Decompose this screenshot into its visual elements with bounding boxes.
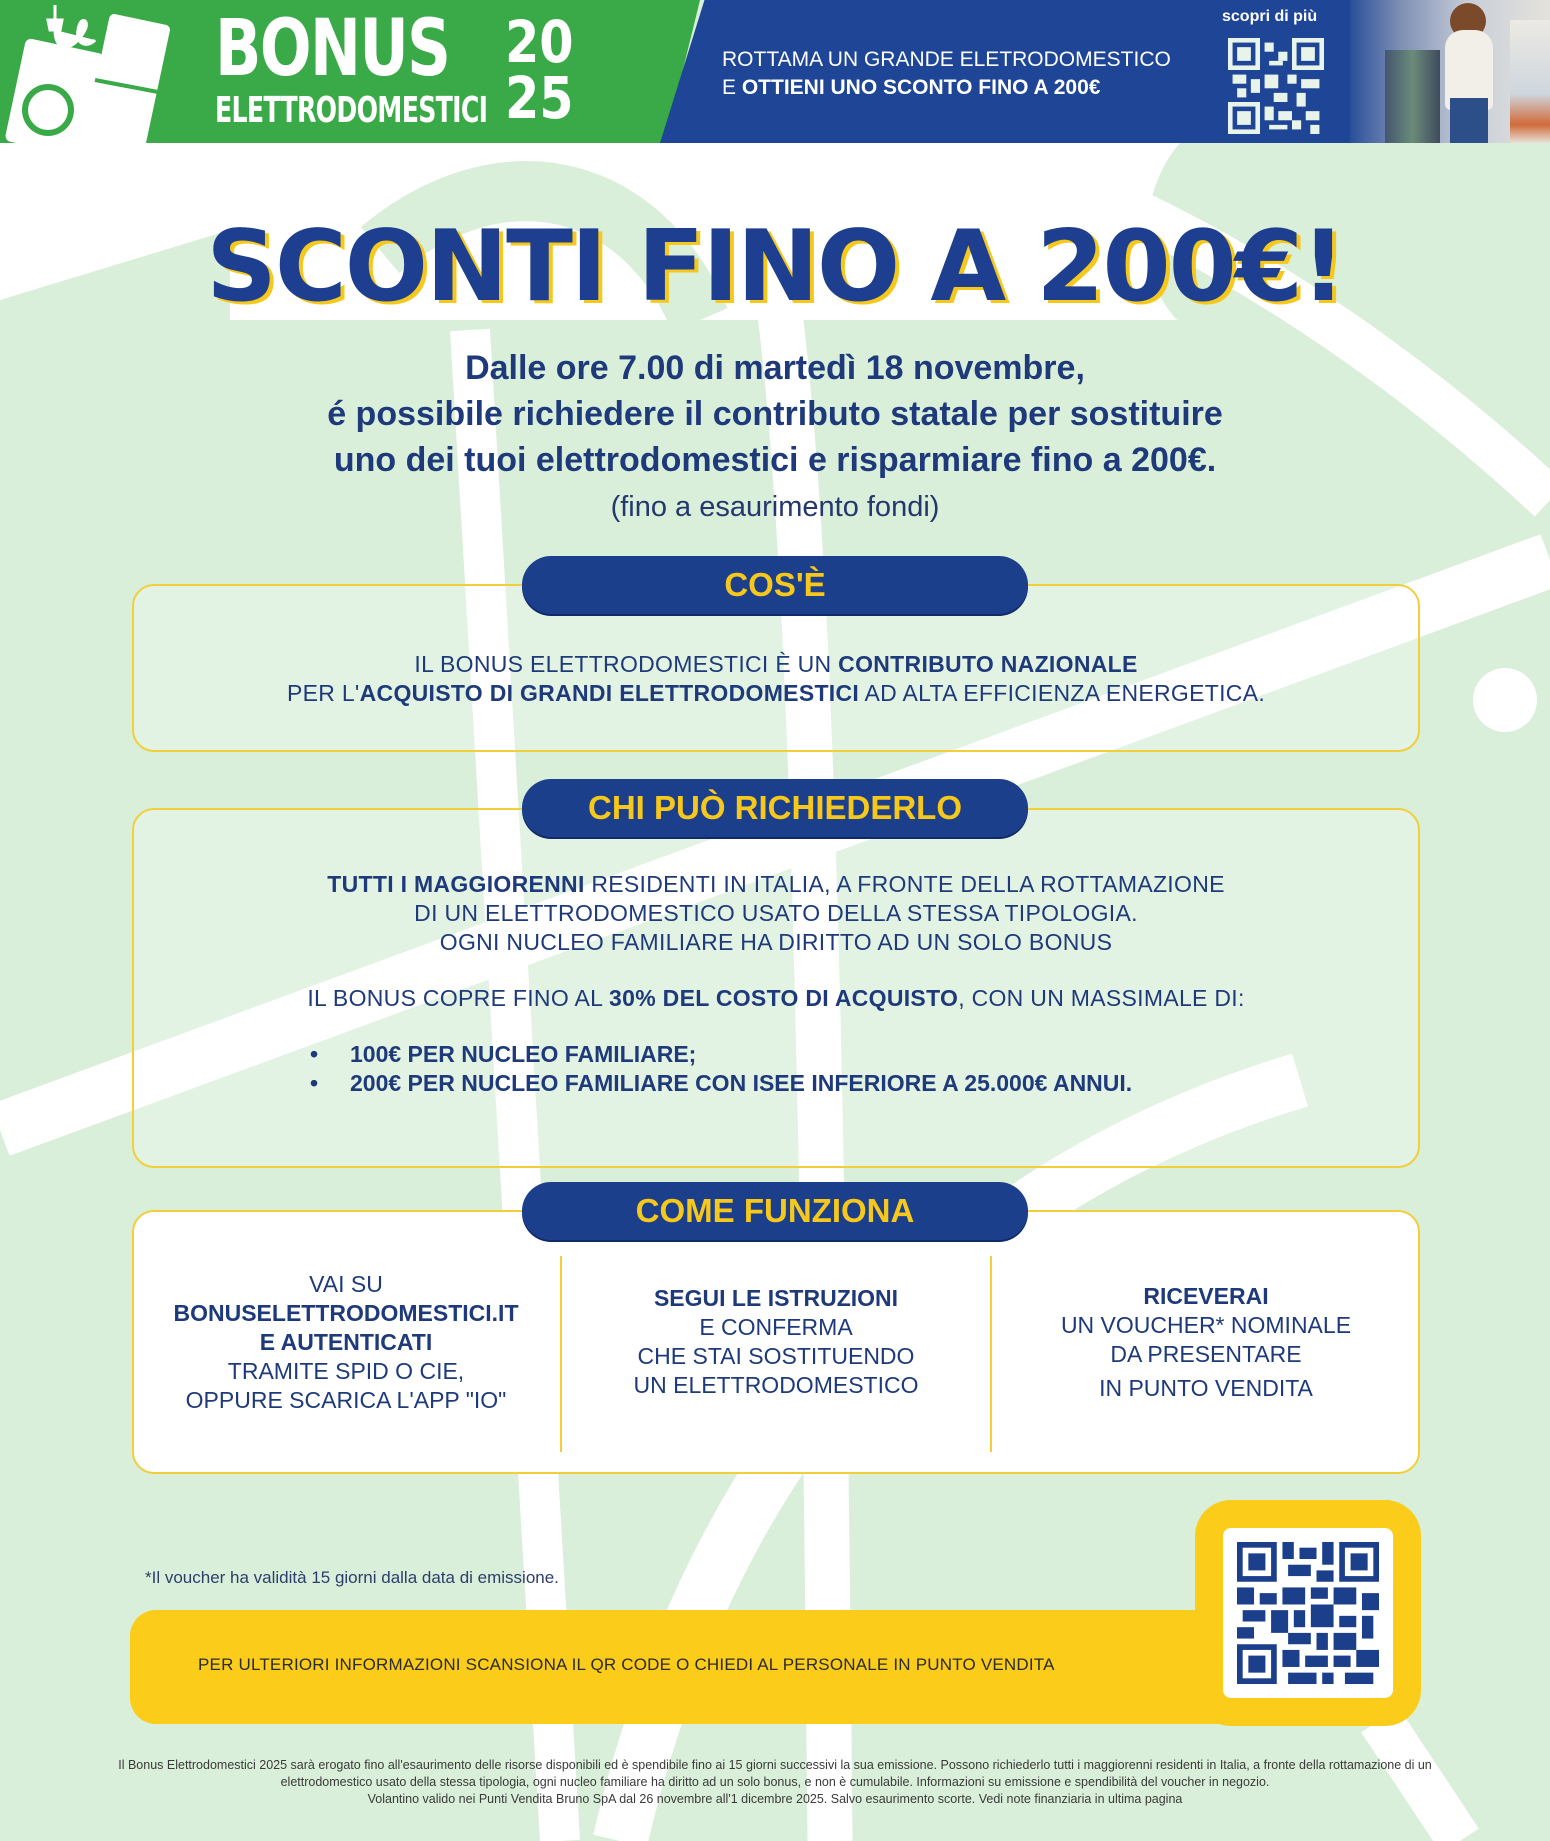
intro-line-3: uno dei tuoi elettrodomestici e risparmiare fino a 200€. <box>333 441 1217 479</box>
legal-disclaimer <box>60 1757 1490 1808</box>
brand-subtitle: ELETTRODOMESTICI <box>215 90 488 131</box>
chi-line-3: OGNI NUCLEO FAMILIARE HA DIRITTO AD UN SOLO BONUS <box>439 929 1113 955</box>
brand-title: BONUS <box>215 4 450 94</box>
chi-paragraph <box>134 870 1418 957</box>
legal-line-3: Volantino valido nei Punti Vendita Bruno SpA dal 26 novembre all'1 dicembre 2025. Salvo esaurimento scorte. Vedi note finanziaria in ultima pagina <box>367 1792 1183 1806</box>
legal-line-1: Il Bonus Elettrodomestici 2025 sarà erogato fino all'esaurimento delle risorse disponibili ed è spendibile fino ai 15 giorni successivi la sua emissione. Possono richiederlo tutti i maggiorenni residenti in Italia, a fronte della rottamazione di un <box>118 1758 1432 1772</box>
tagline-line1: ROTTAMA UN GRANDE ELETRODOMESTICO <box>722 48 1171 71</box>
intro-line-1: Dalle ore 7.00 di martedì 18 novembre, <box>465 349 1085 387</box>
intro-line-2: é possibile richiedere il contributo statale per sostituire <box>327 395 1223 433</box>
page-headline: SCONTI FINO A 200€! <box>206 210 1344 324</box>
chi-bullet-list <box>310 1040 1132 1098</box>
year-top: 20 <box>505 8 574 76</box>
section-title-cose: COS'È <box>522 556 1028 614</box>
bullet-icon: • <box>310 1041 319 1067</box>
qr-code-icon[interactable] <box>1237 1542 1379 1684</box>
bullet-icon: • <box>310 1070 319 1096</box>
cose-line-1: IL BONUS ELETTRODOMESTICI È UN CONTRIBUTO NAZIONALE <box>414 651 1138 677</box>
legal-line-2: elettrodomestico usato della stessa tipologia, ogni nucleo familiare ha diritto ad un solo bonus, e non è cumulabile. Informazioni su emissione e spendibilità del voucher in negozio. <box>280 1775 1270 1789</box>
chi-coverage: IL BONUS COPRE FINO AL 30% DEL COSTO DI ACQUISTO, CON UN MASSIMALE DI: <box>307 985 1245 1011</box>
chi-line-1: TUTTI I MAGGIORENNI RESIDENTI IN ITALIA, A FRONTE DELLA ROTTAMAZIONE <box>327 871 1225 897</box>
list-item: • 100€ PER NUCLEO FAMILIARE; <box>310 1041 697 1067</box>
list-item: • 200€ PER NUCLEO FAMILIARE CON ISEE INFERIORE A 25.000€ ANNUI. <box>310 1070 1133 1096</box>
intro-note: (fino a esaurimento fondi) <box>610 491 940 523</box>
qr-label: scopri di più <box>1222 8 1318 25</box>
step-3: RICEVERAI UN VOUCHER* NOMINALE DA PRESENTARE IN PUNTO VENDITA <box>1060 1282 1352 1401</box>
section-title-chi: CHI PUÒ RICHIEDERLO <box>522 779 1028 837</box>
cta-text: PER ULTERIORI INFORMAZIONI SCANSIONA IL QR CODE O CHIEDI AL PERSONALE IN PUNTO VENDITA <box>198 1655 1055 1674</box>
year-bottom: 25 <box>505 64 574 132</box>
qr-panel <box>1195 1500 1421 1726</box>
steps-row <box>132 1210 1420 1474</box>
voucher-footnote: *Il voucher ha validità 15 giorni dalla data di emissione. <box>145 1568 559 1587</box>
cose-text <box>134 650 1418 708</box>
section-chi-box <box>132 808 1420 1168</box>
step-1: VAI SU BONUSELETTRODOMESTICI.IT E AUTENTICATI TRAMITE SPID O CIE, OPPURE SCARICA L'APP "IO" <box>173 1270 519 1413</box>
section-title-come: COME FUNZIONA <box>522 1182 1028 1240</box>
site-link[interactable]: BONUSELETTRODOMESTICI.IT <box>173 1299 519 1326</box>
tagline-line2: E OTTIENI UNO SCONTO FINO A 200€ <box>722 76 1101 99</box>
step-2: SEGUI LE ISTRUZIONI E CONFERMA CHE STAI SOSTITUENDO UN ELETTRODOMESTICO <box>633 1285 919 1398</box>
intro-paragraph <box>0 345 1550 529</box>
chi-line-2: DI UN ELETTRODOMESTICO USATO DELLA STESSA TIPOLOGIA. <box>414 900 1138 926</box>
cose-line-2: PER L'ACQUISTO DI GRANDI ELETTRODOMESTICI AD ALTA EFFICIENZA ENERGETICA. <box>286 680 1266 706</box>
